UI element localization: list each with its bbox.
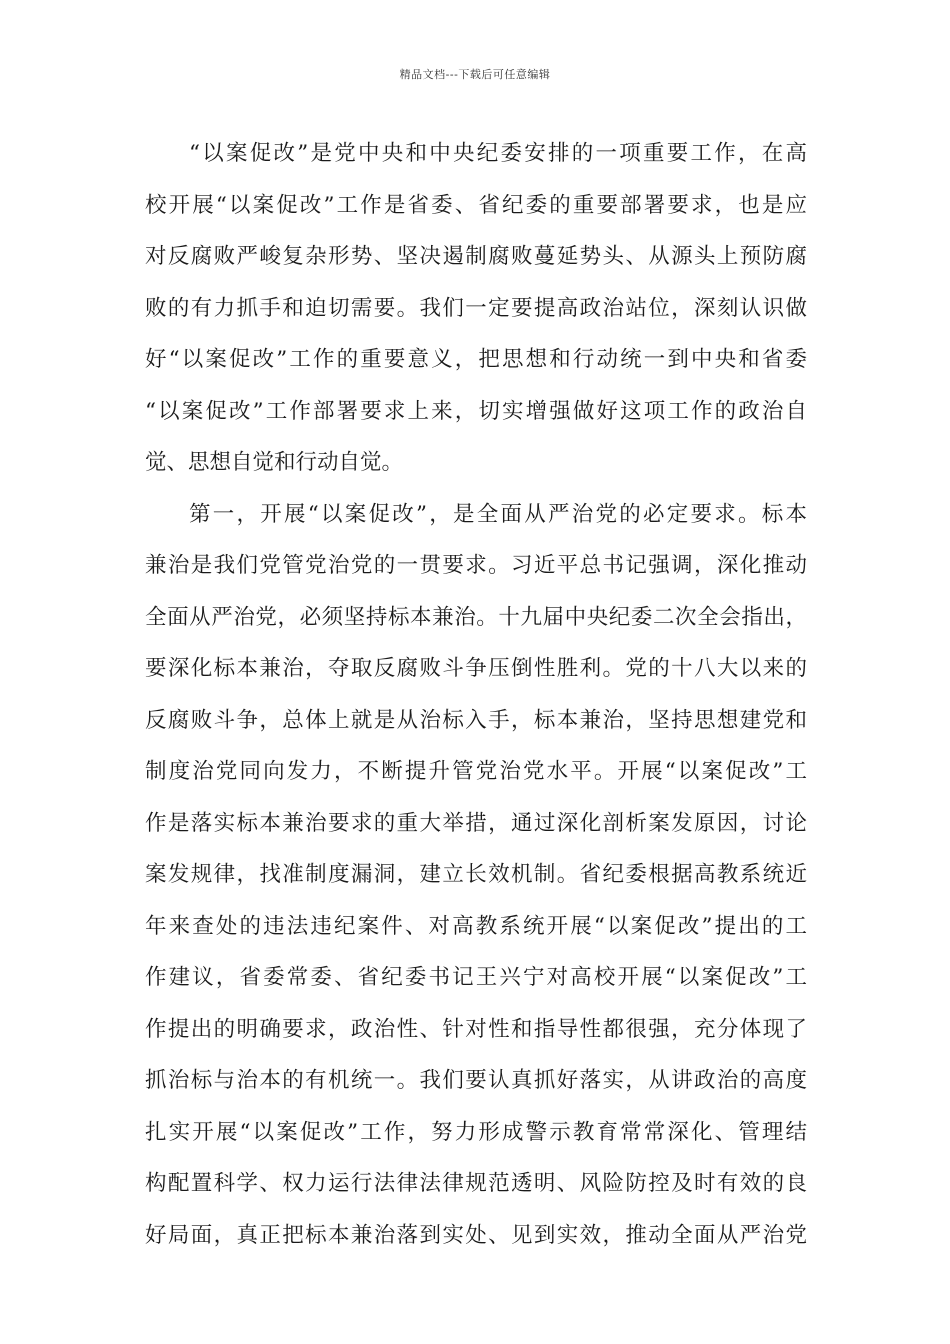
text-line: 构配置科学、权力运行法律法律规范透明、风险防控及时有效的良: [145, 1171, 807, 1196]
text-line: 要深化标本兼治，夺取反腐败斗争压倒性胜利。党的十八大以来的: [145, 656, 807, 681]
text-line: 好局面，真正把标本兼治落到实处、见到实效，推动全面从严治党: [145, 1222, 807, 1248]
text-line: 反腐败斗争，总体上就是从治标入手，标本兼治，坚持思想建党和: [145, 707, 807, 733]
paragraph-1: [145, 128, 807, 489]
text-line: “以案促改”是党中央和中央纪委安排的一项重要工作，在高: [189, 141, 807, 166]
page-header: 精品文档---下载后可任意编辑: [399, 68, 551, 81]
text-line: 觉、思想自觉和行动自觉。: [145, 450, 404, 475]
text-line: 作提出的明确要求，政治性、针对性和指导性都很强，充分体现了: [145, 1016, 807, 1042]
text-line: 抓治标与治本的有机统一。我们要认真抓好落实，从讲政治的高度: [145, 1068, 807, 1093]
text-line: 第一，开展“以案促改”，是全面从严治党的必定要求。标本: [189, 501, 807, 527]
text-line: “以案促改”工作部署要求上来，切实增强做好这项工作的政治自: [145, 398, 807, 424]
text-line: 兼治是我们党管党治党的一贯要求。习近平总书记强调，深化推动: [145, 553, 807, 578]
text-line: 全面从严治党，必须坚持标本兼治。十九届中央纪委二次全会指出，: [145, 604, 807, 630]
text-line: 作是落实标本兼治要求的重大举措，通过深化剖析案发原因，讨论: [145, 810, 807, 836]
text-line: 败的有力抓手和迫切需要。我们一定要提高政治站位，深刻认识做: [145, 295, 807, 321]
text-line: 扎实开展“以案促改”工作，努力形成警示教育常常深化、管理结: [145, 1119, 807, 1145]
text-line: 制度治党同向发力，不断提升管党治党水平。开展“以案促改”工: [145, 759, 807, 784]
text-line: 案发规律，找准制度漏洞，建立长效机制。省纪委根据高教系统近: [145, 862, 807, 887]
text-line: 作建议，省委常委、省纪委书记王兴宁对高校开展“以案促改”工: [145, 965, 807, 990]
text-line: 对反腐败严峻复杂形势、坚决遏制腐败蔓延势头、从源头上预防腐: [145, 244, 807, 269]
text-line: 好“以案促改”工作的重要意义，把思想和行动统一到中央和省委: [145, 347, 807, 372]
text-line: 校开展“以案促改”工作是省委、省纪委的重要部署要求，也是应: [145, 192, 807, 218]
paragraph-2: [145, 489, 807, 1262]
text-line: 年来查处的违法违纪案件、对高教系统开展“以案促改”提出的工: [145, 913, 807, 939]
document-body: [145, 128, 807, 1261]
